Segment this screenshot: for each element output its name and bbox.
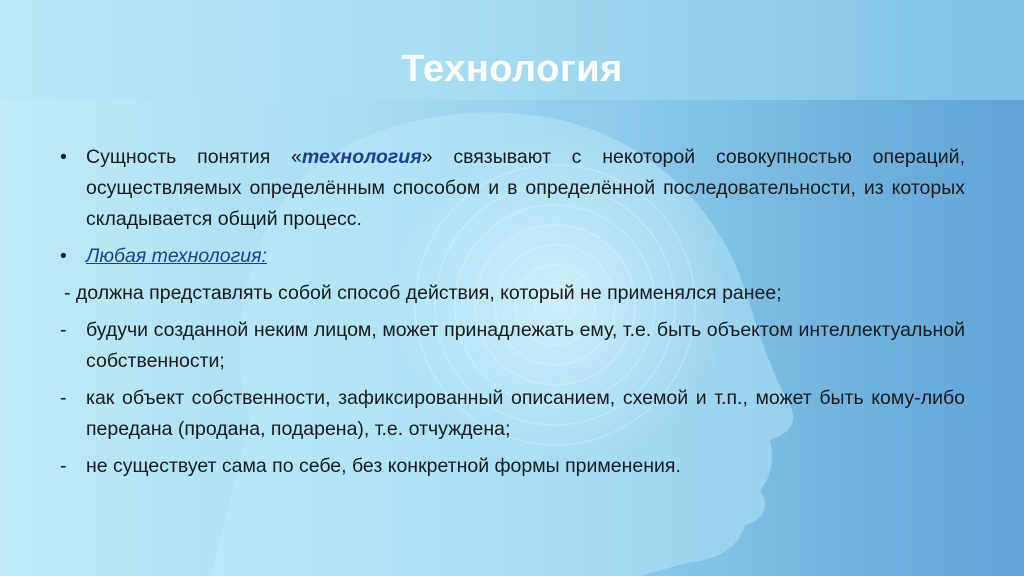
property-text: не существует сама по себе, без конкретной формы применения.: [86, 455, 681, 477]
list-item: [60, 241, 965, 272]
list-item: [60, 315, 965, 377]
list-item: [60, 142, 965, 235]
list-item: [60, 451, 965, 482]
property-text: - должна представлять собой способ действия, который не применялся ранее;: [64, 282, 782, 304]
bullet-marker: •: [60, 245, 67, 267]
dash-marker: -: [60, 319, 67, 341]
definition-text-after: » связывают с некоторой совокупностью операций, осуществляемых определённым способом и в определённой последовательности, из которых складывается общий процесс.: [86, 146, 965, 230]
dash-marker: -: [60, 387, 67, 409]
slide-title: Технология: [401, 48, 623, 90]
list-item: [60, 383, 965, 445]
property-text: как объект собственности, зафиксированный описанием, схемой и т.п., может быть кому-либо передана (продана, подарена), т.е. отчуждена;: [86, 387, 965, 440]
keyword-technology: технология: [301, 146, 422, 168]
list-item: [64, 278, 965, 309]
definition-text-before: Сущность понятия «: [86, 146, 302, 168]
subheading-any-technology: Любая технология:: [86, 245, 267, 267]
dash-marker: -: [60, 455, 67, 477]
slide-body: [60, 142, 965, 488]
property-text: будучи созданной неким лицом, может принадлежать ему, т.е. быть объектом интеллектуальной собственности;: [86, 319, 965, 372]
bullet-marker: •: [60, 146, 67, 168]
